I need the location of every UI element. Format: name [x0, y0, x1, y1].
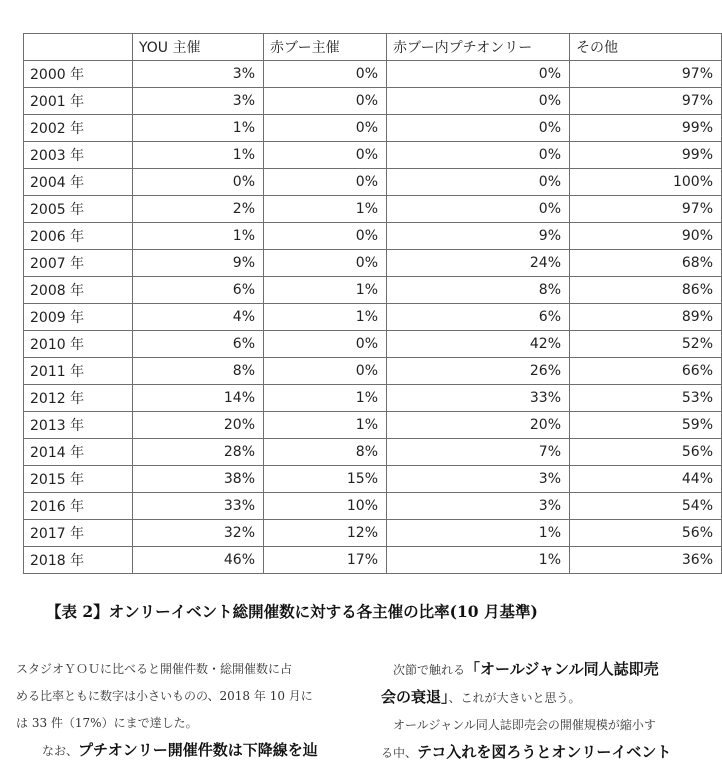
table-row [24, 115, 722, 142]
text-span: なお、 [42, 744, 79, 758]
paragraph-line: オールジャンル同人誌即売会の開催規模が縮小す [393, 718, 656, 732]
percent-cell: 1% [387, 547, 570, 574]
percent-cell: 1% [264, 304, 387, 331]
percent-cell: 59% [570, 412, 722, 439]
year-cell: 2018 年 [24, 547, 133, 574]
year-cell: 2005 年 [24, 196, 133, 223]
emphasis-text: プチオンリー開催件数は下降線を辿 [78, 741, 318, 759]
percent-cell: 32% [133, 520, 264, 547]
paragraph-line [16, 737, 341, 765]
percent-cell: 1% [133, 142, 264, 169]
emphasis-text: テコ入れを図ろうとオンリーイベント [417, 743, 672, 761]
table-row [24, 412, 722, 439]
percent-cell: 1% [264, 196, 387, 223]
header-cell-blank [24, 34, 133, 61]
percent-cell: 89% [570, 304, 722, 331]
percent-cell: 52% [570, 331, 722, 358]
percent-cell: 0% [264, 223, 387, 250]
percent-cell: 2% [133, 196, 264, 223]
percent-cell: 8% [264, 439, 387, 466]
percent-cell: 3% [387, 466, 570, 493]
header-cell: 赤ブー内プチオンリー [387, 34, 570, 61]
paragraph-line: は 33 件（17%）にまで達した。 [16, 716, 198, 730]
percent-cell: 86% [570, 277, 722, 304]
year-cell: 2015 年 [24, 466, 133, 493]
year-cell: 2012 年 [24, 385, 133, 412]
percent-cell: 56% [570, 520, 722, 547]
table-row [24, 466, 722, 493]
percent-cell: 17% [264, 547, 387, 574]
percent-cell: 6% [133, 277, 264, 304]
percent-cell: 90% [570, 223, 722, 250]
table-row [24, 493, 722, 520]
paragraph-line: スタジオＹＯＵに比べると開催件数・総開催数に占 [16, 662, 293, 676]
table-row [24, 142, 722, 169]
percent-cell: 44% [570, 466, 722, 493]
percent-cell: 0% [387, 61, 570, 88]
year-cell: 2003 年 [24, 142, 133, 169]
year-cell: 2016 年 [24, 493, 133, 520]
percent-cell: 26% [387, 358, 570, 385]
ratio-table-body [24, 34, 722, 574]
percent-cell: 0% [264, 250, 387, 277]
percent-cell: 68% [570, 250, 722, 277]
year-cell: 2008 年 [24, 277, 133, 304]
percent-cell: 38% [133, 466, 264, 493]
percent-cell: 0% [264, 88, 387, 115]
percent-cell: 97% [570, 88, 722, 115]
table-row [24, 304, 722, 331]
paragraph-line [381, 739, 701, 767]
percent-cell: 99% [570, 142, 722, 169]
percent-cell: 12% [264, 520, 387, 547]
percent-cell: 20% [133, 412, 264, 439]
percent-cell: 0% [387, 115, 570, 142]
percent-cell: 54% [570, 493, 722, 520]
percent-cell: 9% [133, 250, 264, 277]
percent-cell: 3% [133, 88, 264, 115]
percent-cell: 100% [570, 169, 722, 196]
percent-cell: 8% [387, 277, 570, 304]
year-cell: 2013 年 [24, 412, 133, 439]
table-row [24, 277, 722, 304]
table-row [24, 169, 722, 196]
text-span: 次節で触れる [393, 663, 466, 677]
paragraph-line: める比率ともに数字は小さいものの、2018 年 10 月に [16, 689, 313, 703]
percent-cell: 14% [133, 385, 264, 412]
percent-cell: 1% [133, 223, 264, 250]
percent-cell: 56% [570, 439, 722, 466]
percent-cell: 97% [570, 196, 722, 223]
percent-cell: 42% [387, 331, 570, 358]
percent-cell: 0% [387, 169, 570, 196]
year-cell: 2010 年 [24, 331, 133, 358]
table-row [24, 439, 722, 466]
paragraph-line [381, 656, 701, 684]
year-cell: 2001 年 [24, 88, 133, 115]
percent-cell: 33% [133, 493, 264, 520]
table-row [24, 520, 722, 547]
percent-cell: 9% [387, 223, 570, 250]
percent-cell: 0% [387, 142, 570, 169]
percent-cell: 33% [387, 385, 570, 412]
percent-cell: 1% [264, 385, 387, 412]
percent-cell: 3% [387, 493, 570, 520]
percent-cell: 28% [133, 439, 264, 466]
header-cell: 赤ブー主催 [264, 34, 387, 61]
table-row [24, 223, 722, 250]
table-row [24, 385, 722, 412]
paragraph-line [381, 684, 701, 712]
percent-cell: 6% [133, 331, 264, 358]
percent-cell: 0% [264, 331, 387, 358]
percent-cell: 1% [133, 115, 264, 142]
percent-cell: 6% [387, 304, 570, 331]
emphasis-text: 会の衰退」 [381, 688, 449, 706]
percent-cell: 0% [264, 115, 387, 142]
percent-cell: 0% [264, 61, 387, 88]
percent-cell: 7% [387, 439, 570, 466]
table-row [24, 358, 722, 385]
year-cell: 2000 年 [24, 61, 133, 88]
percent-cell: 46% [133, 547, 264, 574]
table-row [24, 88, 722, 115]
percent-cell: 3% [133, 61, 264, 88]
table-caption: 【表 2】オンリーイベント総開催数に対する各主催の比率(10 月基準) [46, 602, 538, 621]
percent-cell: 53% [570, 385, 722, 412]
header-cell: その他 [570, 34, 722, 61]
table-row [24, 547, 722, 574]
year-cell: 2011 年 [24, 358, 133, 385]
body-text-right [381, 656, 701, 767]
percent-cell: 99% [570, 115, 722, 142]
percent-cell: 97% [570, 61, 722, 88]
percent-cell: 0% [264, 358, 387, 385]
table-row [24, 61, 722, 88]
text-span: る中、 [381, 746, 418, 760]
body-text-left [16, 656, 341, 765]
year-cell: 2009 年 [24, 304, 133, 331]
table-header-row [24, 34, 722, 61]
year-cell: 2004 年 [24, 169, 133, 196]
table-row [24, 250, 722, 277]
table-row [24, 331, 722, 358]
percent-cell: 8% [133, 358, 264, 385]
year-cell: 2006 年 [24, 223, 133, 250]
year-cell: 2017 年 [24, 520, 133, 547]
header-cell: YOU 主催 [133, 34, 264, 61]
percent-cell: 24% [387, 250, 570, 277]
year-cell: 2014 年 [24, 439, 133, 466]
year-cell: 2007 年 [24, 250, 133, 277]
percent-cell: 10% [264, 493, 387, 520]
percent-cell: 15% [264, 466, 387, 493]
text-span: 、これが大きいと思う。 [448, 691, 581, 705]
percent-cell: 36% [570, 547, 722, 574]
percent-cell: 0% [387, 88, 570, 115]
percent-cell: 66% [570, 358, 722, 385]
percent-cell: 0% [264, 142, 387, 169]
year-cell: 2002 年 [24, 115, 133, 142]
percent-cell: 0% [133, 169, 264, 196]
percent-cell: 0% [264, 169, 387, 196]
percent-cell: 20% [387, 412, 570, 439]
percent-cell: 1% [264, 277, 387, 304]
table-row [24, 196, 722, 223]
percent-cell: 4% [133, 304, 264, 331]
percent-cell: 1% [264, 412, 387, 439]
ratio-table [23, 33, 722, 574]
percent-cell: 0% [387, 196, 570, 223]
emphasis-text: 「オールジャンル同人誌即売 [465, 660, 659, 678]
percent-cell: 1% [387, 520, 570, 547]
